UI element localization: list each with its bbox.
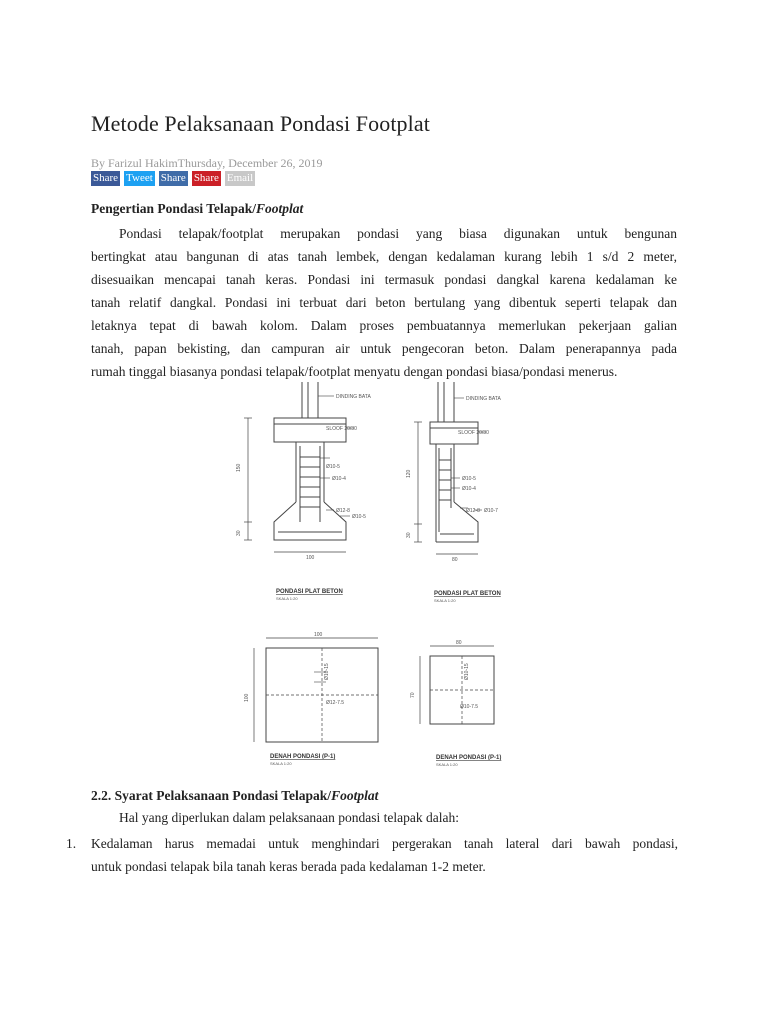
twitter-tweet-button[interactable]: Tweet xyxy=(126,172,153,184)
para-line: tanah relatif dangkal. Pondasi ini terbuat dari beton bertulang yang dibentuk seperti telapak dan xyxy=(91,295,677,310)
heading-plain-text: Pengertian Pondasi Telapak/ xyxy=(91,201,257,216)
email-share-button[interactable]: Email xyxy=(226,172,254,184)
heading-italic-text: Footplat xyxy=(331,788,379,803)
right-section-drawing xyxy=(414,382,486,554)
left-section-scale: SKALA 1:20 xyxy=(276,596,298,601)
dim-height: 150 xyxy=(236,463,242,472)
right-section-scale: SKALA 1:20 xyxy=(434,598,456,603)
list-item-line: Kedalaman harus memadai untuk menghindari pergerakan tanah lateral dari bawah pondasi, xyxy=(91,836,678,851)
left-plan-dim-side: 100 xyxy=(244,693,250,702)
article-title: Metode Pelaksanaan Pondasi Footplat xyxy=(91,111,430,136)
label-rebar-2-r: Ø10-4 xyxy=(462,486,476,492)
dim-height-r: 120 xyxy=(406,469,412,478)
para-line: disesuaikan mencapai tanah keras. Pondasi ini termasuk pondasi dangkal karena kedalaman ke xyxy=(91,272,677,287)
pinterest-share-button[interactable]: Share xyxy=(193,172,219,184)
label-rebar-4-r: Ø10-7 xyxy=(484,508,498,514)
left-section-title: PONDASI PLAT BETON xyxy=(276,589,343,595)
label-dinding-bata: DINDING BATA xyxy=(336,394,371,400)
right-plan-drawing xyxy=(420,646,494,724)
label-rebar-3-r: Ø12-8 xyxy=(466,508,480,514)
right-plan-rebar-v: Ø10-15 xyxy=(464,663,470,680)
section-heading-pengertian xyxy=(91,201,303,217)
heading-plain-text: 2.2. Syarat Pelaksanaan Pondasi Telapak/ xyxy=(91,788,332,803)
list-item-number: 1. xyxy=(66,836,77,851)
right-section-title: PONDASI PLAT BETON xyxy=(434,591,501,597)
heading-italic-text: Footplat xyxy=(256,201,304,216)
list-item xyxy=(66,832,678,878)
left-plan-rebar-h: Ø12-7.5 xyxy=(326,700,345,706)
left-plan-dim-top: 100 xyxy=(314,632,323,638)
right-plan-scale: SKALA 1:20 xyxy=(436,762,458,767)
list-item-line: untuk pondasi telapak bila tanah keras berada pada kedalaman 1-2 meter. xyxy=(91,859,486,874)
left-plan-rebar-v: Ø10-15 xyxy=(324,663,330,680)
dim-base-r: 30 xyxy=(406,532,412,538)
section-heading-syarat xyxy=(91,788,378,804)
linkedin-share-button[interactable]: Share xyxy=(160,172,186,184)
label-rebar-1: Ø10-5 xyxy=(326,464,340,470)
right-plan-dim-side: 70 xyxy=(410,692,416,698)
label-sloof-r: SLOOF 20/30 xyxy=(458,430,489,436)
para-line: rumah tinggal biasanya pondasi telapak/footplat menyatu dengan pondasi biasa/pondasi menerus. xyxy=(91,364,618,379)
left-plan-drawing xyxy=(254,638,378,742)
left-plan-title: DENAH PONDASI (P-1) xyxy=(270,754,336,760)
list-item-text xyxy=(91,832,678,878)
label-dinding-bata-r: DINDING BATA xyxy=(466,396,501,402)
footplat-drawing xyxy=(230,382,530,774)
label-rebar-2: Ø10-4 xyxy=(332,476,346,482)
facebook-share-button[interactable]: Share xyxy=(93,172,119,184)
para-line: Pondasi telapak/footplat merupakan pondasi yang biasa digunakan untuk bengunan xyxy=(119,226,677,241)
dim-width: 100 xyxy=(306,555,315,561)
paragraph-pengertian xyxy=(91,222,677,383)
label-rebar-4: Ø10-5 xyxy=(352,514,366,520)
syarat-intro: Hal yang diperlukan dalam pelaksanaan pondasi telapak dalah: xyxy=(119,810,459,825)
dim-width-r: 80 xyxy=(452,557,458,563)
right-plan-title: DENAH PONDASI (P-1) xyxy=(436,755,502,761)
label-rebar-3: Ø12-8 xyxy=(336,508,350,514)
right-plan-rebar-h: Ø10-7.5 xyxy=(460,704,479,710)
dim-base: 30 xyxy=(236,530,242,536)
para-line: tanah, papan bekisting, dan campuran air untuk pengecoran beton. Dalam penerapannya pada xyxy=(91,341,677,356)
label-rebar-1-r: Ø10-5 xyxy=(462,476,476,482)
right-plan-dim-top: 80 xyxy=(456,640,462,646)
article-byline: By Farizul HakimThursday, December 26, 2019 xyxy=(91,156,323,170)
para-line: letaknya tepat di bawah kolom. Dalam proses pembuatannya memerlukan pekerjaan galian xyxy=(91,318,677,333)
left-plan-scale: SKALA 1:20 xyxy=(270,761,292,766)
share-bar xyxy=(91,171,255,187)
label-sloof: SLOOF 20/30 xyxy=(326,426,357,432)
para-line: bertingkat atau bangunan di atas tanah lembek, dengan kedalaman kurang lebih 1 s/d 2 meter, xyxy=(91,249,677,264)
